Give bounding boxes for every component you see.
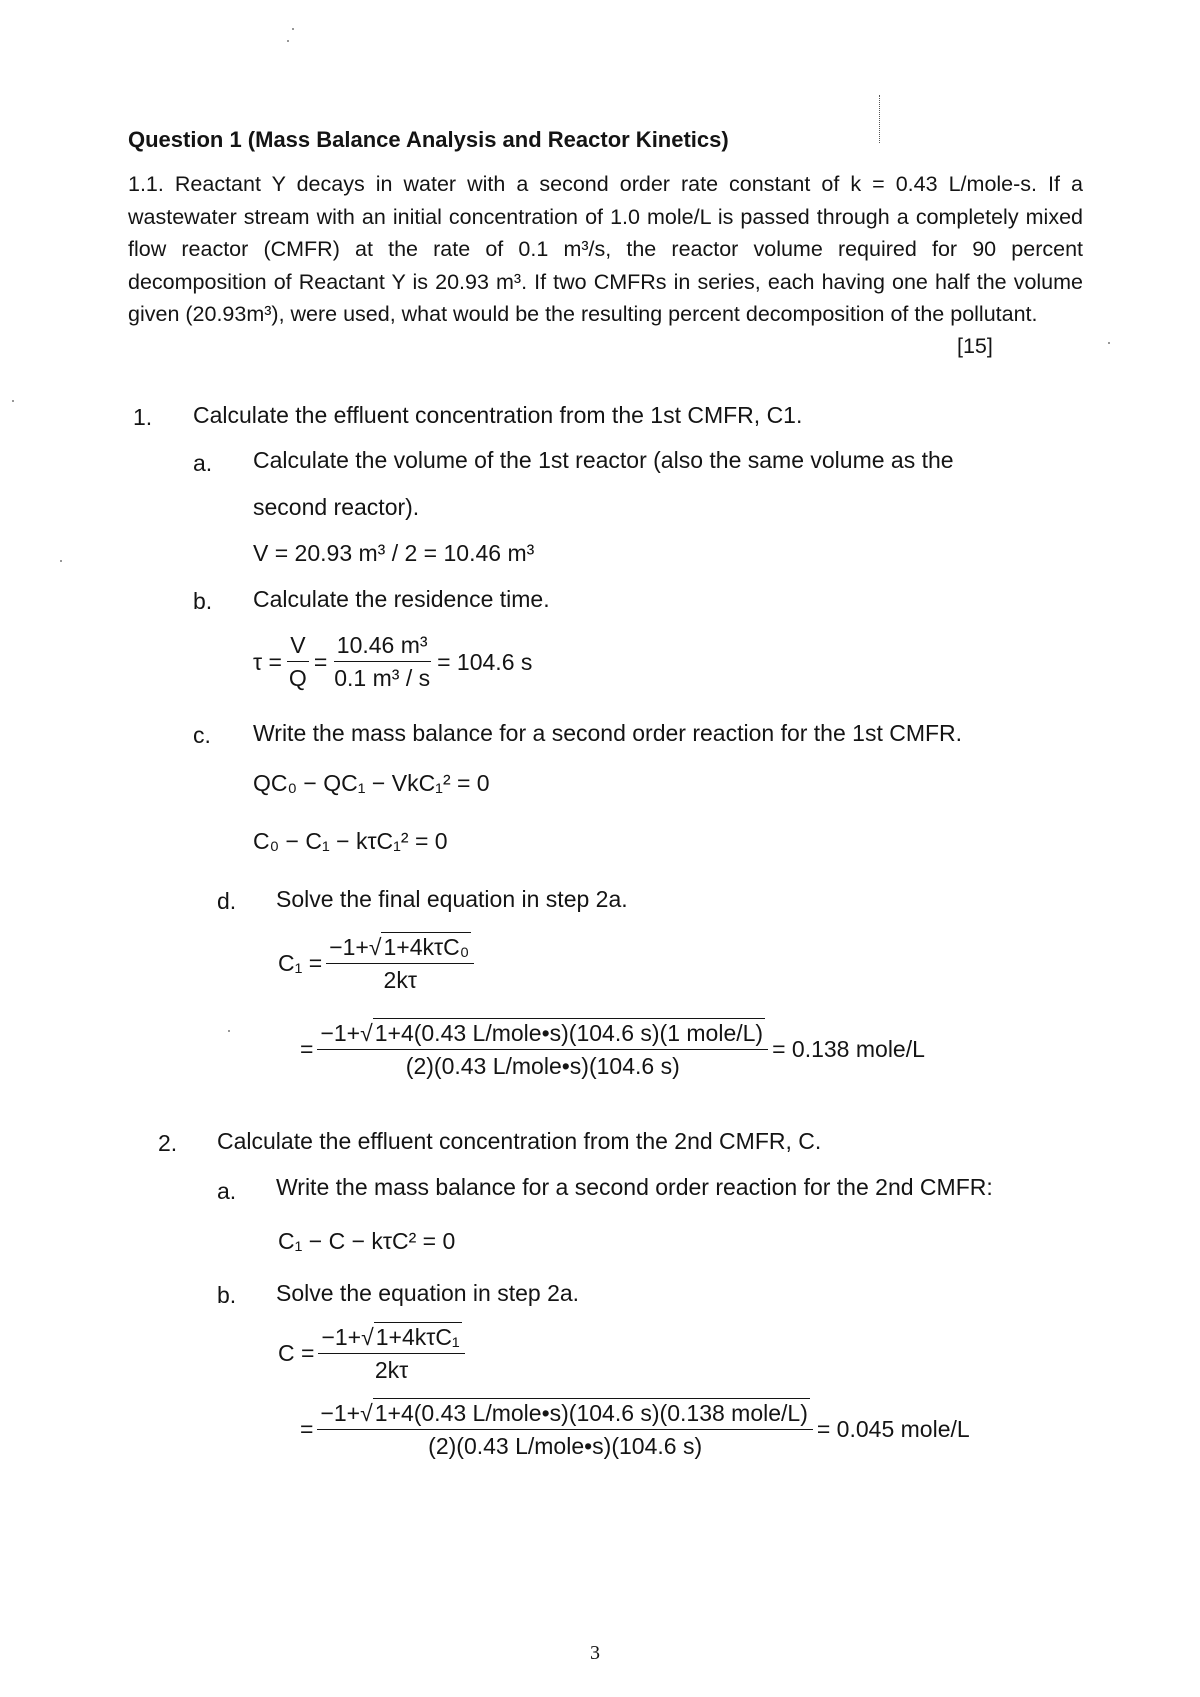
- residence-time-result: = 104.6 s: [437, 648, 533, 675]
- c-formula: [278, 1322, 465, 1384]
- step1c-text: Write the mass balance for a second order reaction for the 1st CMFR.: [253, 720, 963, 746]
- scan-speck: [1108, 342, 1110, 344]
- scan-speck: [287, 40, 289, 42]
- step2-text: Calculate the effluent concentration from the 2nd CMFR, C.: [217, 1128, 822, 1154]
- step1-number: 1.: [133, 404, 153, 430]
- mass-balance-equation-3: C₁ − C − kτC² = 0: [278, 1228, 456, 1254]
- fraction-v-over-q: [286, 632, 310, 692]
- step1a-text-cont: second reactor).: [253, 494, 420, 520]
- c1-formula: [278, 932, 474, 994]
- fraction-denominator: 0.1 m³ / s: [334, 665, 431, 691]
- equals-sign: =: [300, 1035, 314, 1062]
- fraction-denominator: (2)(0.43 L/mole•s)(104.6 s): [405, 1053, 680, 1079]
- numerator-term: −1+: [321, 1324, 362, 1350]
- step2b-text: Solve the equation in step 2a.: [276, 1280, 580, 1306]
- mass-balance-equation-1: QC₀ − QC₁ − VkC₁² = 0: [253, 770, 490, 796]
- step1a-label: a.: [193, 450, 213, 476]
- step1a-equation: V = 20.93 m³ / 2 = 10.46 m³: [253, 540, 535, 566]
- c1-lhs: C₁ =: [278, 949, 323, 976]
- question-marks: [15]: [957, 334, 993, 358]
- fraction-denominator: (2)(0.43 L/mole•s)(104.6 s): [428, 1433, 703, 1459]
- fraction-denominator: 2kτ: [374, 1357, 409, 1383]
- c1-fraction: [326, 932, 474, 994]
- tau-lhs: τ =: [253, 648, 282, 675]
- equals-sign: =: [300, 1415, 314, 1442]
- step2a-label: a.: [217, 1178, 237, 1204]
- scan-speck: [60, 560, 62, 562]
- fraction-values: [331, 632, 433, 692]
- mass-balance-equation-2: C₀ − C₁ − kτC₁² = 0: [253, 828, 448, 854]
- fraction-numerator: −1+√1+4kτC₁: [318, 1322, 464, 1354]
- c1-numeric-fraction: [317, 1018, 768, 1080]
- fraction-numerator: −1+√1+4(0.43 L/mole•s)(104.6 s)(1 mole/L): [317, 1018, 768, 1050]
- radicand: 1+4(0.43 L/mole•s)(104.6 s)(1 mole/L): [374, 1020, 764, 1046]
- c1-numeric-solution: [300, 1018, 925, 1080]
- step2-number: 2.: [158, 1130, 178, 1156]
- fraction-numerator: 10.46 m³: [334, 632, 431, 662]
- fraction-denominator: 2kτ: [383, 967, 417, 993]
- c-lhs: C =: [278, 1339, 315, 1366]
- c-numeric-solution: [300, 1398, 970, 1460]
- fraction-numerator: −1+√1+4(0.43 L/mole•s)(104.6 s)(0.138 mole/L): [317, 1398, 812, 1430]
- c1-result: = 0.138 mole/L: [772, 1035, 925, 1062]
- question-title: Question 1 (Mass Balance Analysis and Reactor Kinetics): [128, 127, 729, 152]
- scan-speck: [292, 28, 294, 30]
- step1d-label: d.: [217, 888, 237, 914]
- residence-time-equation: [253, 632, 532, 692]
- step2b-label: b.: [217, 1282, 237, 1308]
- scan-mark: [879, 95, 880, 143]
- c-fraction: [318, 1322, 464, 1384]
- step1b-label: b.: [193, 588, 213, 614]
- step1c-label: c.: [193, 722, 211, 748]
- c-numeric-fraction: [317, 1398, 812, 1460]
- radicand: 1+4kτC₀: [383, 934, 470, 960]
- step1-text: Calculate the effluent concentration from the 1st CMFR, C1.: [193, 402, 803, 428]
- fraction-numerator: V: [287, 632, 308, 662]
- step2a-text: Write the mass balance for a second order reaction for the 2nd CMFR:: [276, 1174, 993, 1200]
- fraction-denominator: Q: [288, 665, 307, 691]
- radicand: 1+4(0.43 L/mole•s)(104.6 s)(0.138 mole/L): [374, 1400, 808, 1426]
- scan-speck: [228, 1030, 230, 1032]
- page-number: 3: [590, 1642, 600, 1664]
- radicand: 1+4kτC₁: [375, 1324, 460, 1350]
- step1a-text: Calculate the volume of the 1st reactor (also the same volume as the: [253, 447, 954, 473]
- numerator-term: −1+: [320, 1020, 361, 1046]
- numerator-term: −1+: [320, 1400, 361, 1426]
- equals-sign: =: [313, 648, 328, 675]
- c-result: = 0.045 mole/L: [816, 1415, 970, 1442]
- scan-speck: [12, 400, 14, 402]
- fraction-numerator: −1+√1+4kτC₀: [326, 932, 474, 964]
- numerator-term: −1+: [329, 934, 369, 960]
- step1b-text: Calculate the residence time.: [253, 586, 550, 612]
- question-text: 1.1. Reactant Y decays in water with a second order rate constant of k = 0.43 L/mole-s. If a wastewater stream with an initial concentration of 1.0 mole/L is passed through a completely mixed flow reactor (CMFR) at the rate of 0.1 m³/s, the reactor volume required for 90 percent decomposition of Reactant Y is 20.93 m³. If two CMFRs in series, each having one half the volume given (20.93m³), were used, what would be the resulting percent decomposition of the pollutant.: [128, 172, 1083, 326]
- step1d-text: Solve the final equation in step 2a.: [276, 886, 628, 912]
